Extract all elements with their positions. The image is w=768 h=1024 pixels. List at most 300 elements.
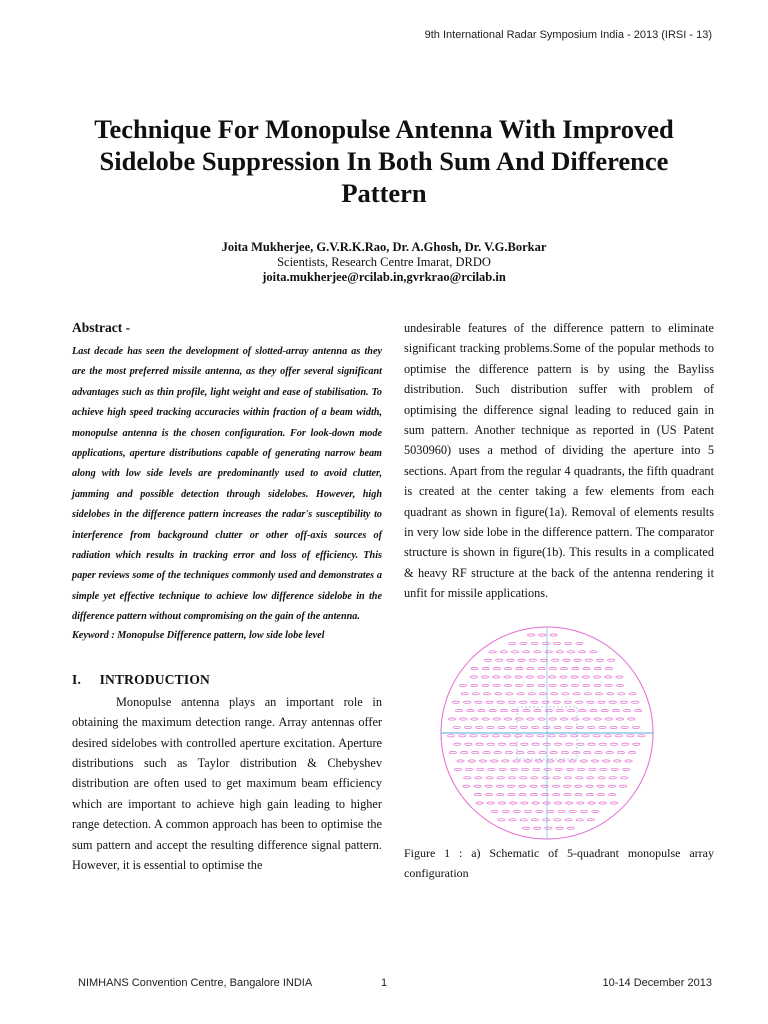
array-slot [534,827,541,829]
array-slot [504,684,511,686]
array-slot [567,651,574,653]
array-slot [482,668,489,670]
array-slot [564,701,571,703]
array-slot [537,735,544,737]
array-slot [516,718,523,720]
array-slot [553,777,560,779]
array-slot [621,726,628,728]
array-slot [498,802,505,804]
array-slot [528,752,535,754]
array-slot [487,743,494,745]
array-slot [536,810,543,812]
array-slot [493,668,500,670]
introduction-text: Monopulse antenna plays an important role in obtaining the maximum detection range. Array antennas offer desired sidelobes with controlled aperture excitation. Aperture distributions such as Taylor distribution & Chebyshev distribution are often used to get maximum beam efficiency which are important to achieve high gain leading to higher range detection. A common approach has been to optimise the sum pattern and accept the resulting difference signal pattern. However, it is essential to optimise the [72,694,382,872]
array-slot [464,777,471,779]
array-slot [575,794,582,796]
array-slot [610,726,617,728]
array-slot [520,726,527,728]
array-slot [560,684,567,686]
array-slot [477,768,484,770]
array-slot [606,752,613,754]
array-slot [553,642,560,644]
array-slot [579,651,586,653]
array-slot [567,827,574,829]
array-slot [620,785,627,787]
array-slot [592,810,599,812]
array-slot [527,718,534,720]
array-slot [596,659,603,661]
array-slot [574,659,581,661]
array-slot [521,743,528,745]
array-slot [582,676,589,678]
array-slot [542,777,549,779]
array-slot [587,701,594,703]
author-block [80,240,688,285]
array-slot [483,693,490,695]
array-slot [553,701,560,703]
array-slot [530,785,537,787]
array-slot [593,676,600,678]
array-slot [491,760,498,762]
array-slot [611,768,618,770]
array-slot [576,642,583,644]
array-slot [496,785,503,787]
array-slot [573,693,580,695]
array-slot [588,726,595,728]
array-slot [511,651,518,653]
array-slot [475,701,482,703]
array-slot [584,752,591,754]
array-slot [512,710,519,712]
array-slot [584,693,591,695]
array-slot [597,785,604,787]
array-slot [523,710,530,712]
array-slot [481,735,488,737]
author-names: Joita Mukherjee, G.V.R.K.Rao, Dr. A.Ghosh, Dr. V.G.Borkar [221,240,547,254]
array-slot [564,777,571,779]
array-slot [468,760,475,762]
array-slot [505,752,512,754]
array-slot [500,710,507,712]
array-slot [457,760,464,762]
array-slot [509,819,516,821]
array-slot [527,668,534,670]
array-slot [586,785,593,787]
array-slot [629,693,636,695]
array-slot [565,819,572,821]
array-slot [531,701,538,703]
array-slot [616,684,623,686]
array-slot [558,810,565,812]
footer-venue: NIMHANS Convention Centre, Bangalore INDIA [78,977,313,989]
array-slot [625,760,632,762]
right-column [404,318,714,604]
array-slot [545,710,552,712]
array-slot [508,701,515,703]
array-slot [522,827,529,829]
array-slot [599,743,606,745]
array-slot [593,735,600,737]
array-slot [448,718,455,720]
array-slot [543,819,550,821]
array-slot [456,710,463,712]
array-slot [566,802,573,804]
footer-page-number: 1 [381,977,388,989]
array-slot [470,676,477,678]
array-slot [588,743,595,745]
array-slot [523,651,530,653]
array-slot [547,810,554,812]
array-slot [608,659,615,661]
array-slot [504,676,511,678]
array-slot [478,710,485,712]
array-slot [476,743,483,745]
array-slot [538,718,545,720]
array-slot [532,743,539,745]
array-slot [579,710,586,712]
array-slot [598,701,605,703]
array-slot [633,743,640,745]
array-slot [554,726,561,728]
array-slot [561,668,568,670]
array-slot [632,726,639,728]
array-slot [531,819,538,821]
array-slot [520,819,527,821]
array-slot [571,735,578,737]
array-slot [569,760,576,762]
array-slot [550,752,557,754]
array-slot [502,810,509,812]
array-slot [487,802,494,804]
array-slot [549,668,556,670]
array-slot [535,760,542,762]
array-slot [541,794,548,796]
array-slot [615,735,622,737]
array-slot [624,710,631,712]
array-slot [471,684,478,686]
array-slot [513,810,520,812]
array-slot [509,726,516,728]
array-slot [560,718,567,720]
section-title: INTRODUCTION [99,671,210,687]
array-slot [525,810,532,812]
array-slot [594,668,601,670]
array-slot [577,802,584,804]
array-slot [585,659,592,661]
array-slot [495,693,502,695]
array-slot [545,827,552,829]
array-slot [507,659,514,661]
abstract-text: Last decade has seen the development of slotted-array antenna as they are the most preferred missile antenna, as they offer several significant advantages such as thin profile, light weight and ease of stabilisation. To achieve high speed tracking accuracies within fraction of a beam width, monopulse antenna is the chosen configuration. For look-down mode applications, aperture distributions capable of generating narrow beam along with low side levels are predominantly used to avoid clutter, jamming and possible detection through sidelobes. However, high sidelobes in the difference pattern increases the radar's susceptibility to interference from background clutter or other off-axis sources of radiation which results in tracking error and loss of efficiency. This paper reviews some of the techniques commonly used and demonstrates a simple yet effective technique to achieve low difference sidelobe in the difference pattern without compromising on the gain of the antenna. [72,346,382,623]
array-slot [576,819,583,821]
array-slot [564,785,571,787]
array-slot [562,693,569,695]
array-slot [543,726,550,728]
array-slot [594,718,601,720]
array-slot [553,794,560,796]
array-slot [538,668,545,670]
array-slot [527,684,534,686]
array-slot [492,735,499,737]
footer-dates: 10-14 December 2013 [602,977,712,989]
array-slot [599,726,606,728]
array-slot [510,802,517,804]
array-slot [449,752,456,754]
array-slot [572,668,579,670]
array-slot [465,743,472,745]
array-slot [498,743,505,745]
array-slot [508,777,515,779]
array-slot [590,651,597,653]
array-slot [524,760,531,762]
array-slot [548,735,555,737]
array-slot [605,684,612,686]
array-slot [588,802,595,804]
array-slot [551,693,558,695]
array-slot [568,710,575,712]
array-slot [459,735,466,737]
array-slot [522,768,529,770]
array-slot [628,718,635,720]
array-slot [461,752,468,754]
array-slot [590,710,597,712]
array-slot [476,726,483,728]
array-slot [572,718,579,720]
section-heading-introduction [72,672,382,688]
keywords: Keyword : Monopulse Difference pattern, low side lobe level [72,629,325,641]
array-slot [489,651,496,653]
array-slot [481,676,488,678]
array-slot [497,777,504,779]
array-slot [528,693,535,695]
array-slot [583,668,590,670]
array-slot [575,785,582,787]
array-slot [635,710,642,712]
array-schematic-figure [435,625,660,845]
array-slot [577,743,584,745]
array-slot [539,752,546,754]
array-slot [472,752,479,754]
section-number: I. [72,671,82,687]
array-slot [561,752,568,754]
conference-header: 9th International Radar Symposium India - 2013 (IRSI - 13) [424,29,712,41]
right-column-text: undesirable features of the difference pattern to eliminate significant tracking problems.Some of the popular methods to optimise the difference pattern is by using the Bayliss distribution. Such distribution suffer with problem of optimising the difference signal leading to reduced gain in sum pattern. Another technique as reported in (US Patent 5030960) uses a method of dividing the aperture into 5 sections. Apart from the regular 4 quadrants, the fifth quadrant is created at the center taking a few elements from each quadrant as shown in figure(1a). Removal of elements results in very low side lobe in the difference pattern. The comparator structure is shown in figure(1b). This results in a complicated & heavy RF structure at the back of the antenna rendering it unfit for missile applications. [404,321,714,601]
array-slot [538,684,545,686]
array-slot [604,735,611,737]
array-slot [616,676,623,678]
array-slot [500,651,507,653]
array-slot [583,718,590,720]
array-slot [534,651,541,653]
array-slot [533,768,540,770]
array-slot [600,768,607,770]
array-slot [516,668,523,670]
array-slot [550,634,557,636]
array-slot [576,726,583,728]
author-emails: joita.mukherjee@rcilab.in,gvrkrao@rcilab.in [262,270,506,284]
array-slot [474,785,481,787]
array-slot [460,684,467,686]
array-slot [516,684,523,686]
array-slot [554,819,561,821]
array-slot [610,802,617,804]
array-slot [487,726,494,728]
array-slot [496,659,503,661]
array-slot [503,735,510,737]
array-slot [461,693,468,695]
array-slot [467,710,474,712]
array-slot [617,752,624,754]
array-slot [549,676,556,678]
monopulse-array-diagram [435,625,660,845]
array-slot [529,659,536,661]
array-slot [549,718,556,720]
array-slot [528,634,535,636]
array-slot [620,777,627,779]
array-slot [532,726,539,728]
array-slot [531,642,538,644]
array-slot [571,676,578,678]
array-slot [506,693,513,695]
array-slot [493,684,500,686]
array-slot [552,659,559,661]
array-slot [558,760,565,762]
array-slot [629,752,636,754]
array-slot [499,768,506,770]
figure-caption: Figure 1 : a) Schematic of 5-quadrant monopulse array configuration [404,846,714,880]
array-slot [581,810,588,812]
array-slot [587,777,594,779]
array-slot [612,710,619,712]
array-slot [526,735,533,737]
array-slot [502,760,509,762]
array-slot [565,642,572,644]
array-slot [482,684,489,686]
array-slot [618,693,625,695]
array-slot [555,768,562,770]
array-slot [566,768,573,770]
array-slot [554,743,561,745]
array-slot [582,735,589,737]
array-slot [488,768,495,770]
array-slot [447,735,454,737]
array-slot [605,718,612,720]
array-slot [504,718,511,720]
array-slot [554,802,561,804]
array-slot [638,735,645,737]
array-slot [578,768,585,770]
array-slot [609,794,616,796]
array-slot [545,651,552,653]
array-slot [517,752,524,754]
array-slot [482,718,489,720]
array-slot [614,760,621,762]
array-slot [542,701,549,703]
array-slot [559,735,566,737]
array-slot [484,659,491,661]
array-slot [508,794,515,796]
array-slot [569,810,576,812]
abstract-heading: Abstract - [72,320,131,335]
array-slot [539,634,546,636]
array-slot [517,693,524,695]
array-slot [556,827,563,829]
array-slot [498,726,505,728]
array-slot [497,701,504,703]
array-slot [519,794,526,796]
array-slot [587,819,594,821]
array-slot [485,794,492,796]
array-slot [576,777,583,779]
array-slot [595,693,602,695]
array-slot [532,802,539,804]
array-slot [540,659,547,661]
array-slot [627,735,634,737]
array-slot [493,676,500,678]
array-slot [609,701,616,703]
array-slot [589,768,596,770]
array-slot [454,768,461,770]
array-slot [518,659,525,661]
array-slot [566,743,573,745]
array-slot [622,768,629,770]
array-slot [471,718,478,720]
array-slot [599,802,606,804]
array-slot [453,726,460,728]
array-slot [594,684,601,686]
array-slot [509,642,516,644]
array-slot [580,760,587,762]
array-slot [556,710,563,712]
array-slot [463,785,470,787]
array-slot [586,794,593,796]
array-slot [547,760,554,762]
array-slot [605,676,612,678]
array-slot [610,743,617,745]
array-slot [520,701,527,703]
array-slot [591,760,598,762]
array-slot [471,668,478,670]
array-slot [520,777,527,779]
array-slot [549,684,556,686]
array-slot [508,785,515,787]
array-slot [485,785,492,787]
array-slot [479,760,486,762]
array-slot [609,777,616,779]
array-slot [515,735,522,737]
array-slot [464,701,471,703]
array-slot [493,718,500,720]
array-slot [521,802,528,804]
array-slot [486,777,493,779]
array-slot [544,768,551,770]
array-slot [632,701,639,703]
array-slot [494,752,501,754]
array-slot [510,743,517,745]
array-slot [452,701,459,703]
array-slot [486,701,493,703]
array-slot [472,693,479,695]
array-slot [483,752,490,754]
array-slot [608,785,615,787]
array-slot [530,794,537,796]
array-slot [510,768,517,770]
array-slot [603,760,610,762]
array-slot [470,735,477,737]
array-slot [497,794,504,796]
array-slot [564,794,571,796]
array-slot [539,693,546,695]
